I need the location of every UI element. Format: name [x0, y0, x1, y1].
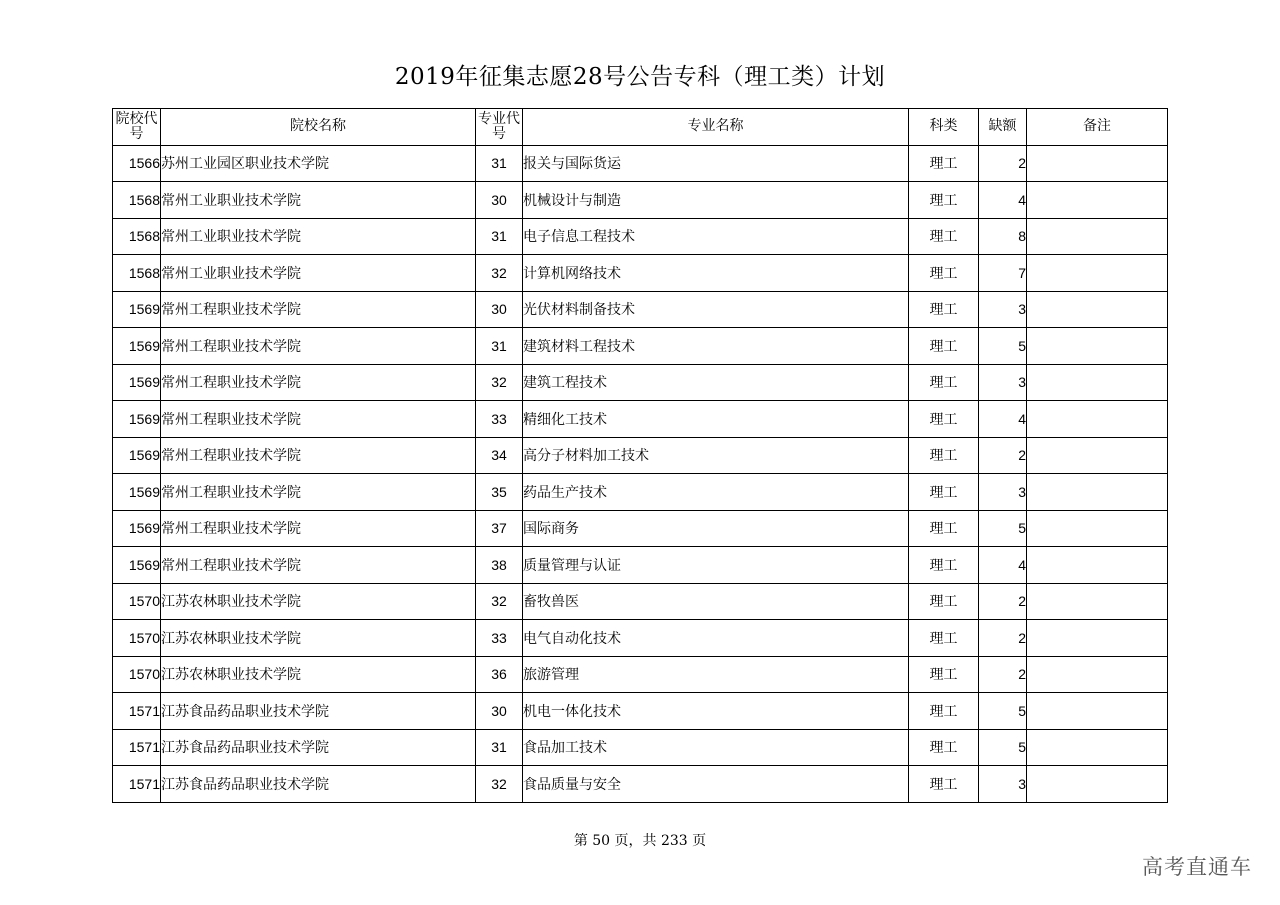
page-title: 2019年征集志愿28号公告专科（理工类）计划	[394, 64, 886, 90]
cell-school-name: 常州工程职业技术学院	[161, 291, 476, 328]
cell-school-name: 常州工业职业技术学院	[161, 218, 476, 255]
cell-quota: 2	[979, 656, 1027, 693]
cell-school-code: 1569	[113, 291, 161, 328]
cell-category: 理工	[909, 145, 979, 182]
cell-quota: 5	[979, 328, 1027, 365]
cell-quota: 4	[979, 182, 1027, 219]
cell-major-name: 食品加工技术	[523, 729, 909, 766]
cell-quota: 8	[979, 218, 1027, 255]
cell-quota: 3	[979, 766, 1027, 803]
cell-school-code: 1568	[113, 218, 161, 255]
cell-remarks	[1027, 547, 1168, 584]
cell-remarks	[1027, 291, 1168, 328]
table-row	[113, 474, 1168, 511]
cell-major-code: 31	[476, 328, 523, 365]
table-row	[113, 255, 1168, 292]
cell-major-code: 31	[476, 218, 523, 255]
table-row	[113, 729, 1168, 766]
cell-category: 理工	[909, 182, 979, 219]
cell-quota: 7	[979, 255, 1027, 292]
cell-school-code: 1566	[113, 145, 161, 182]
cell-quota: 2	[979, 583, 1027, 620]
table-row	[113, 218, 1168, 255]
cell-remarks	[1027, 766, 1168, 803]
header-school-name: 院校名称	[161, 109, 476, 146]
header-school-code: 院校代号	[113, 109, 161, 146]
cell-school-name: 江苏农林职业技术学院	[161, 583, 476, 620]
cell-category: 理工	[909, 328, 979, 365]
cell-category: 理工	[909, 656, 979, 693]
cell-category: 理工	[909, 729, 979, 766]
table-body	[113, 145, 1168, 802]
table-row	[113, 291, 1168, 328]
header-major-code: 专业代号	[476, 109, 523, 146]
cell-major-name: 光伏材料制备技术	[523, 291, 909, 328]
cell-remarks	[1027, 729, 1168, 766]
cell-quota: 5	[979, 693, 1027, 730]
cell-remarks	[1027, 182, 1168, 219]
cell-major-code: 31	[476, 145, 523, 182]
cell-major-name: 食品质量与安全	[523, 766, 909, 803]
cell-school-name: 常州工程职业技术学院	[161, 328, 476, 365]
cell-school-code: 1570	[113, 583, 161, 620]
cell-remarks	[1027, 255, 1168, 292]
cell-major-code: 32	[476, 583, 523, 620]
plan-table	[112, 108, 1168, 803]
table-row	[113, 693, 1168, 730]
cell-school-code: 1570	[113, 620, 161, 657]
cell-remarks	[1027, 218, 1168, 255]
cell-category: 理工	[909, 364, 979, 401]
cell-remarks	[1027, 145, 1168, 182]
cell-major-code: 31	[476, 729, 523, 766]
cell-major-code: 32	[476, 766, 523, 803]
cell-major-code: 32	[476, 255, 523, 292]
cell-category: 理工	[909, 218, 979, 255]
cell-school-name: 江苏食品药品职业技术学院	[161, 729, 476, 766]
cell-school-name: 常州工程职业技术学院	[161, 474, 476, 511]
cell-remarks	[1027, 510, 1168, 547]
table-row	[113, 766, 1168, 803]
header-major-name: 专业名称	[523, 109, 909, 146]
cell-major-code: 37	[476, 510, 523, 547]
cell-major-name: 计算机网络技术	[523, 255, 909, 292]
cell-remarks	[1027, 583, 1168, 620]
cell-major-name: 报关与国际货运	[523, 145, 909, 182]
cell-major-code: 35	[476, 474, 523, 511]
cell-school-name: 常州工程职业技术学院	[161, 547, 476, 584]
cell-major-code: 30	[476, 693, 523, 730]
cell-quota: 4	[979, 401, 1027, 438]
cell-remarks	[1027, 656, 1168, 693]
cell-quota: 2	[979, 620, 1027, 657]
cell-school-name: 常州工程职业技术学院	[161, 401, 476, 438]
cell-quota: 5	[979, 510, 1027, 547]
cell-school-code: 1571	[113, 693, 161, 730]
cell-quota: 2	[979, 437, 1027, 474]
cell-school-name: 常州工业职业技术学院	[161, 255, 476, 292]
cell-category: 理工	[909, 547, 979, 584]
table-row	[113, 437, 1168, 474]
cell-school-code: 1570	[113, 656, 161, 693]
cell-school-code: 1569	[113, 474, 161, 511]
cell-quota: 3	[979, 291, 1027, 328]
cell-school-name: 江苏农林职业技术学院	[161, 620, 476, 657]
cell-school-code: 1569	[113, 437, 161, 474]
cell-school-name: 江苏食品药品职业技术学院	[161, 766, 476, 803]
cell-category: 理工	[909, 437, 979, 474]
cell-category: 理工	[909, 583, 979, 620]
cell-major-code: 33	[476, 620, 523, 657]
table-row	[113, 364, 1168, 401]
cell-major-name: 高分子材料加工技术	[523, 437, 909, 474]
cell-major-name: 电子信息工程技术	[523, 218, 909, 255]
cell-remarks	[1027, 364, 1168, 401]
cell-school-code: 1571	[113, 729, 161, 766]
table-row	[113, 510, 1168, 547]
cell-school-code: 1568	[113, 182, 161, 219]
table-row	[113, 583, 1168, 620]
cell-category: 理工	[909, 510, 979, 547]
table-row	[113, 401, 1168, 438]
cell-category: 理工	[909, 620, 979, 657]
cell-school-name: 常州工程职业技术学院	[161, 510, 476, 547]
cell-major-name: 质量管理与认证	[523, 547, 909, 584]
cell-quota: 4	[979, 547, 1027, 584]
cell-major-name: 畜牧兽医	[523, 583, 909, 620]
cell-major-name: 电气自动化技术	[523, 620, 909, 657]
cell-category: 理工	[909, 255, 979, 292]
table-row	[113, 620, 1168, 657]
cell-remarks	[1027, 620, 1168, 657]
cell-category: 理工	[909, 474, 979, 511]
cell-major-code: 30	[476, 291, 523, 328]
cell-category: 理工	[909, 401, 979, 438]
cell-category: 理工	[909, 693, 979, 730]
cell-major-name: 国际商务	[523, 510, 909, 547]
table-header-row	[113, 109, 1168, 146]
table-row	[113, 182, 1168, 219]
header-remarks: 备注	[1027, 109, 1168, 146]
cell-major-code: 33	[476, 401, 523, 438]
cell-school-code: 1569	[113, 328, 161, 365]
cell-major-name: 机械设计与制造	[523, 182, 909, 219]
cell-major-name: 机电一体化技术	[523, 693, 909, 730]
cell-quota: 5	[979, 729, 1027, 766]
cell-school-code: 1569	[113, 401, 161, 438]
cell-major-code: 30	[476, 182, 523, 219]
cell-major-name: 建筑材料工程技术	[523, 328, 909, 365]
cell-school-code: 1571	[113, 766, 161, 803]
cell-major-name: 药品生产技术	[523, 474, 909, 511]
cell-school-code: 1569	[113, 510, 161, 547]
cell-school-name: 江苏食品药品职业技术学院	[161, 693, 476, 730]
cell-school-name: 常州工程职业技术学院	[161, 437, 476, 474]
cell-major-name: 精细化工技术	[523, 401, 909, 438]
watermark: 高考直通车	[1142, 855, 1252, 879]
cell-school-name: 江苏农林职业技术学院	[161, 656, 476, 693]
cell-remarks	[1027, 474, 1168, 511]
cell-major-code: 36	[476, 656, 523, 693]
header-quota: 缺额	[979, 109, 1027, 146]
cell-major-code: 38	[476, 547, 523, 584]
header-category: 科类	[909, 109, 979, 146]
cell-major-code: 34	[476, 437, 523, 474]
table-row	[113, 656, 1168, 693]
cell-school-code: 1569	[113, 547, 161, 584]
cell-school-code: 1569	[113, 364, 161, 401]
cell-remarks	[1027, 437, 1168, 474]
cell-category: 理工	[909, 766, 979, 803]
cell-major-code: 32	[476, 364, 523, 401]
cell-quota: 2	[979, 145, 1027, 182]
cell-quota: 3	[979, 364, 1027, 401]
page-footer: 第 50 页，共 233 页	[573, 833, 707, 849]
table-row	[113, 328, 1168, 365]
cell-major-name: 旅游管理	[523, 656, 909, 693]
table-row	[113, 547, 1168, 584]
cell-major-name: 建筑工程技术	[523, 364, 909, 401]
table-row	[113, 145, 1168, 182]
cell-school-code: 1568	[113, 255, 161, 292]
cell-school-name: 苏州工业园区职业技术学院	[161, 145, 476, 182]
cell-remarks	[1027, 693, 1168, 730]
cell-quota: 3	[979, 474, 1027, 511]
cell-category: 理工	[909, 291, 979, 328]
cell-school-name: 常州工程职业技术学院	[161, 364, 476, 401]
cell-remarks	[1027, 328, 1168, 365]
cell-remarks	[1027, 401, 1168, 438]
cell-school-name: 常州工业职业技术学院	[161, 182, 476, 219]
